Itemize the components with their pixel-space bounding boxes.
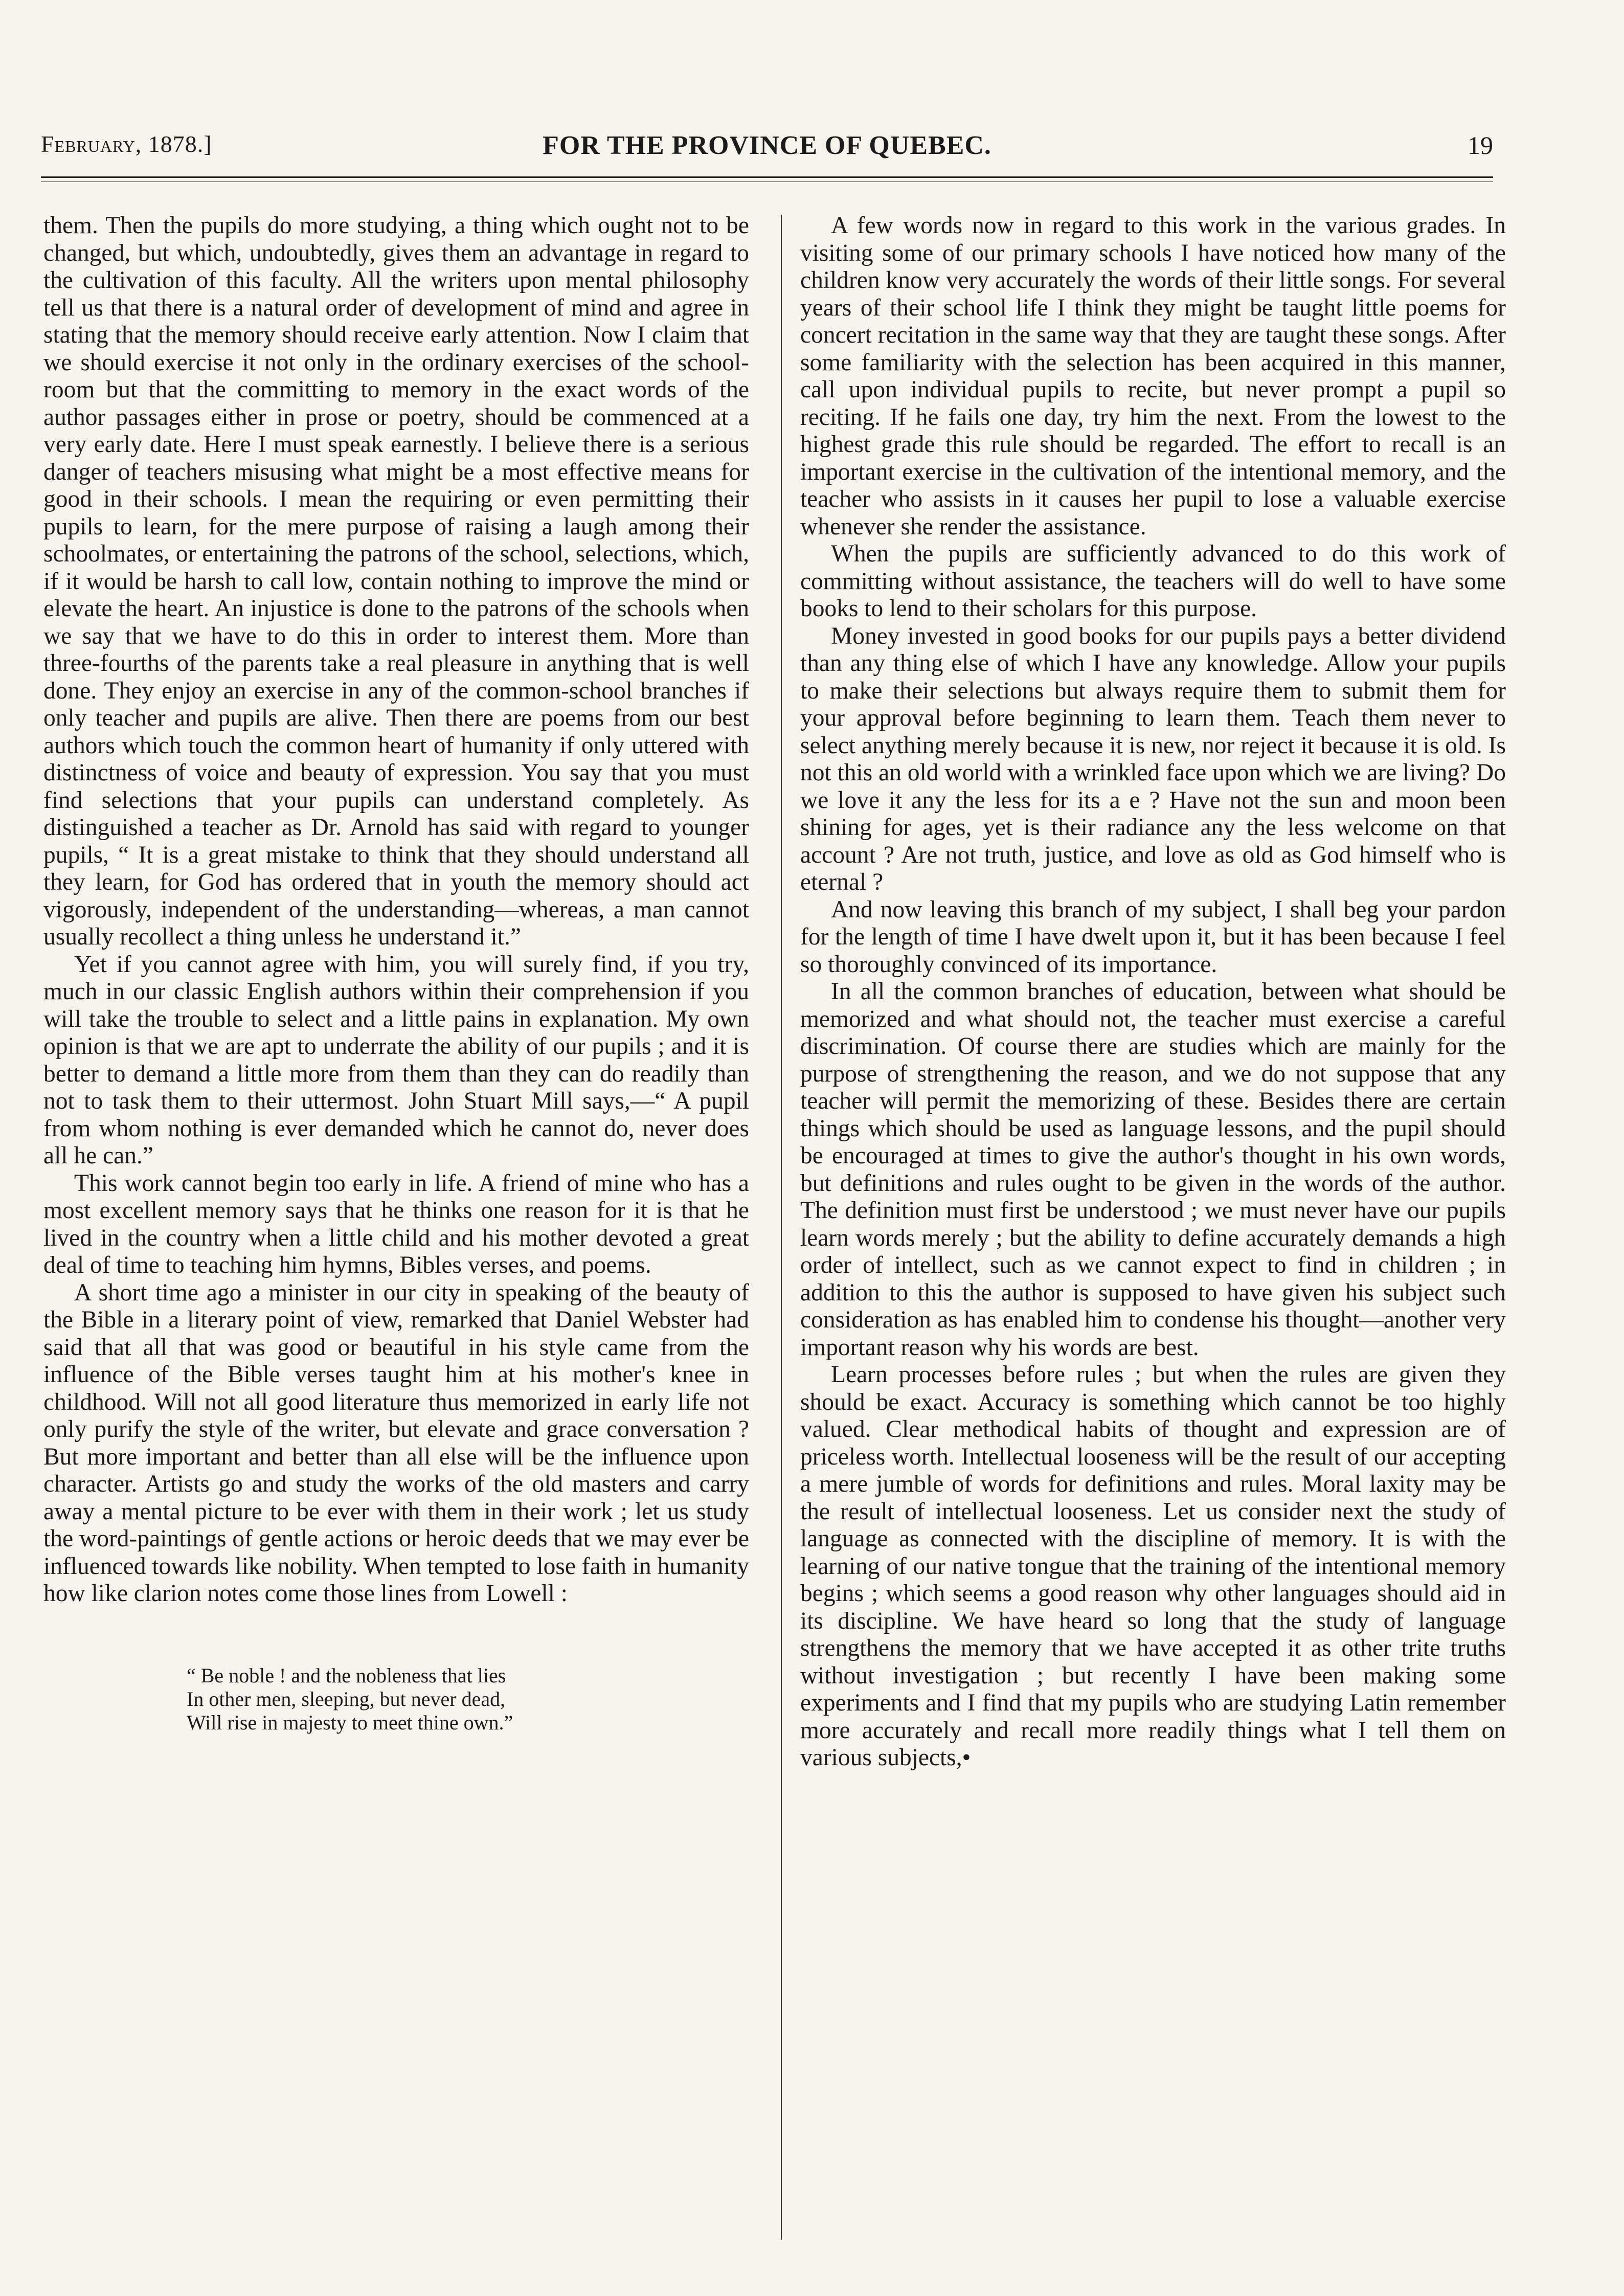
poem-line: In other men, sleeping, but never dead, <box>187 1687 506 1710</box>
right-column <box>800 212 1506 1772</box>
header-rule <box>41 176 1493 178</box>
paragraph: This work cannot begin too early in life. A friend of mine who has a most excellent memory says that he thinks one reason for it is that he lived in the country when a little child and his mother devoted a great deal of time to teaching him hymns, Bibles verses, and poems. <box>43 1169 749 1278</box>
issue-date: February, 1878.] <box>41 131 212 157</box>
paragraph: A short time ago a minister in our city in speaking of the beauty of the Bible in a literary point of view, remarked that Daniel Webster had said that all that was good or beautiful in his style came from the influence of the Bible verses taught him at his mother's knee in childhood. Will not all good literature thus memorized in early life not only purify the style of the writer, but elevate and grace conversation ? But more important and better than all else will be the influence upon character. Artists go and study the works of the old masters and carry away a mental picture to be ever with them in their work ; let us study the word-paintings of gentle actions or heroic deeds that we may ever be influenced towards like nobility. When tempted to lose faith in humanity how like clarion notes come those lines from Lowell : <box>43 1279 749 1607</box>
poem-line: Will rise in majesty to meet thine own.” <box>187 1710 513 1734</box>
running-title: FOR THE PROVINCE OF QUEBEC. <box>543 131 991 160</box>
page-header <box>41 130 1493 166</box>
poem-quote <box>187 1664 749 1735</box>
paragraph: Yet if you cannot agree with him, you will surely find, if you try, much in our classic English authors within their comprehension if you will take the trouble to select and a little pains in explanation. My own opinion is that we are apt to underrate the ability of our pupils ; and it is better to demand a little more from them than they can do readily than not to task them to their uttermost. John Stuart Mill says,—“ A pupil from whom nothing is ever demanded which he cannot do, never does all he can.” <box>43 951 749 1169</box>
poem-line: “ Be noble ! and the nobleness that lies <box>187 1663 506 1687</box>
left-column <box>43 212 749 1735</box>
paragraph: Money invested in good books for our pupils pays a better dividend than any thing else of which I have any knowledge. Allow your pupils to make their selections but always require them to submit them for your approval before beginning to learn them. Teach them never to select anything merely because it is new, nor reject it because it is old. Is not this an old world with a wrinkled face upon which we are living? Do we love it any the less for its a e ? Have not the sun and moon been shining for ages, yet is their radiance any the less welcome on that account ? Are not truth, justice, and love as old as God himself who is eternal ? <box>800 622 1506 895</box>
paragraph: Learn processes before rules ; but when the rules are given they should be exact. Accuracy is something which cannot be too highly valued. Clear methodical habits of thought and expression are of priceless worth. Intellectual looseness will be the result of our accepting a mere jumble of words for definitions and rules. Moral laxity may be the result of intellectual looseness. Let us consider next the study of language as connected with the discipline of memory. It is with the learning of our native tongue that the training of the intentional memory begins ; which seems a good reason why other languages should aid in its discipline. We have heard so long that the study of language strengthens the memory that we have accepted it as other trite truths without investigation ; but recently I have been making some experiments and I find that my pupils who are studying Latin remember more accurately and recall more readily things what I tell them on various subjects,• <box>800 1361 1506 1771</box>
paragraph: When the pupils are sufficiently advanced to do this work of committing without assistance, the teachers will do well to have some books to lend to their scholars for this purpose. <box>800 541 1506 622</box>
page-number: 19 <box>1468 131 1493 160</box>
paragraph: A few words now in regard to this work in the various grades. In visiting some of our primary schools I have noticed how many of the children know very accurately the words of their little songs. For several years of their school life I think they might be taught little poems for concert recitation in the same way that they are taught these songs. After some familiarity with the selection has been acquired in this manner, call upon individual pupils to recite, but never prompt a pupil so reciting. If he fails one day, try him the next. From the lowest to the highest grade this rule should be regarded. The effort to recall is an important exercise in the cultivation of the intentional memory, and the teacher who assists in it causes her pupil to lose a valuable exercise whenever she render the assistance. <box>800 212 1506 540</box>
paragraph: In all the common branches of education, between what should be memorized and what should not, the teacher must exercise a careful discrimination. Of course there are studies which are mainly for the purpose of strengthening the reason, and we do not suppose that any teacher will permit the memorizing of these. Besides there are certain things which should be used as language lessons, and the pupil should be encouraged at times to give the author's thought in his own words, but definitions and rules ought to be given in the words of the author. The definition must first be understood ; we must never have our pupils learn words merely ; but the ability to define accurately demands a high order of intellect, such as we cannot expect to find in children ; in addition to this the author is supposed to have given his subject such consideration as has enabled him to condense his thought—another very important reason why his words are best. <box>800 978 1506 1361</box>
paragraph: And now leaving this branch of my subject, I shall beg your pardon for the length of time I have dwelt upon it, but it has been because I feel so thoroughly convinced of its importance. <box>800 896 1506 978</box>
paragraph: them. Then the pupils do more studying, a thing which ought not to be changed, but which, undoubtedly, gives them an advantage in regard to the cultivation of this faculty. All the writers upon mental philosophy tell us that there is a natural order of development of mind and agree in stating that the memory should receive early attention. Now I claim that we should exercise it not only in the ordinary exercises of the school-room but that the committing to memory in the exact words of the author passages either in prose or poetry, should be commenced at a very early date. Here I must speak earnestly. I believe there is a serious danger of teachers misusing what might be a most effective means for good in their schools. I mean the requiring or even permitting their pupils to learn, for the mere purpose of raising a laugh among their schoolmates, or entertaining the patrons of the school, selections, which, if it would be harsh to call low, contain nothing to improve the mind or elevate the heart. An injustice is done to the patrons of the schools when we say that we have to do this in order to interest them. More than three-fourths of the parents take a real pleasure in anything that is well done. They enjoy an exercise in any of the common-school branches if only teacher and pupils are alive. Then there are poems from our best authors which touch the common heart of humanity if only uttered with distinctness of voice and beauty of expression. You say that you must find selections that your pupils can understand completely. As distinguished a teacher as Dr. Arnold has said with regard to younger pupils, “ It is a great mistake to think that they should understand all they learn, for God has ordered that in youth the memory should act vigorously, independent of the understanding—whereas, a man cannot usually recollect a thing unless he understand it.” <box>43 212 749 950</box>
column-divider <box>781 215 782 2240</box>
